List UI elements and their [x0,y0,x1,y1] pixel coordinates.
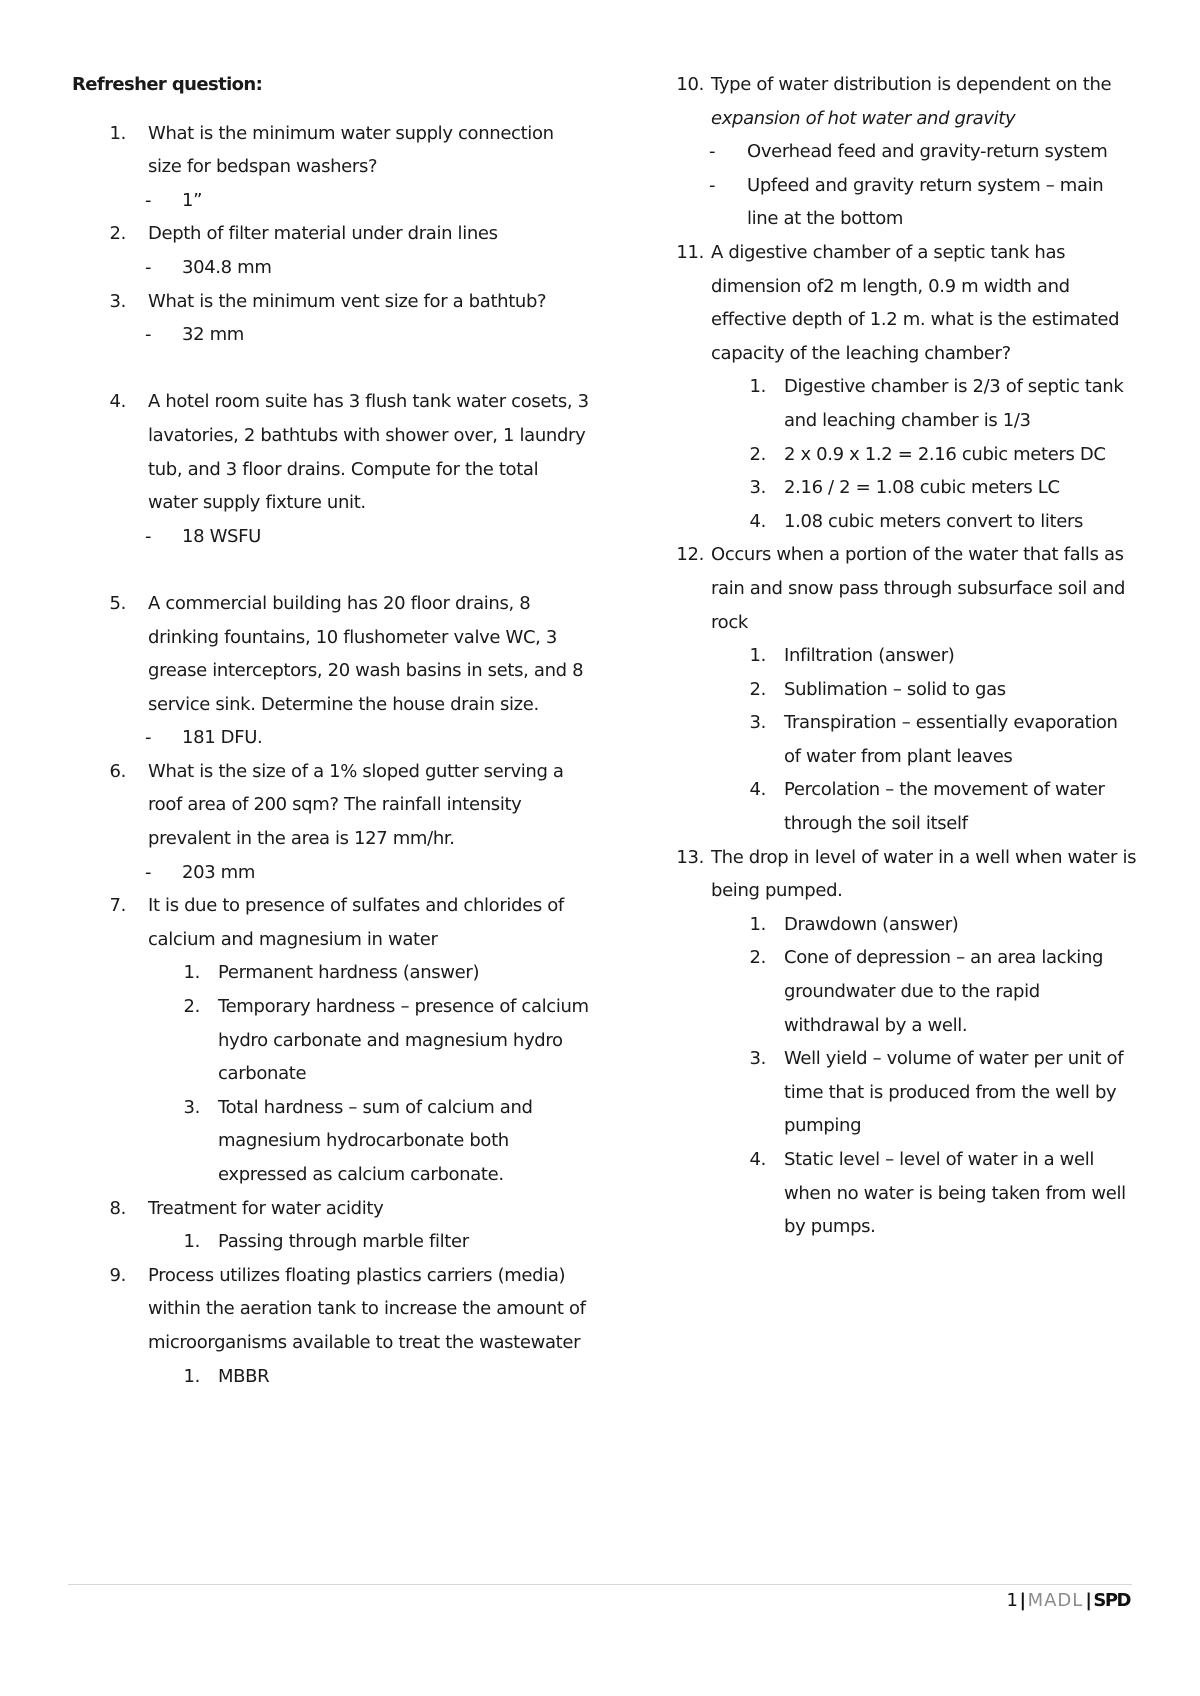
option-item [70,1225,590,1259]
option-text: Passing through marble filter [218,1231,469,1253]
question-5 [70,587,590,721]
option-number: 2. [749,678,766,700]
question-6 [70,755,590,856]
option-number: 2. [749,443,766,465]
left-column [70,68,590,1393]
option-item [668,471,1138,505]
question-number: 12. [676,544,704,566]
footer-separator: | [1019,1590,1026,1611]
question-3 [70,285,590,319]
question-number: 2. [109,223,126,245]
question-text: Depth of filter material under drain lines [148,223,498,245]
option-item [668,639,1138,673]
option-item [668,370,1138,437]
option-text: Static level – level of water in a well when no water is being taken from well by pumps. [784,1149,1126,1238]
question-number: 4. [109,391,126,413]
answer-5 [70,721,590,755]
dash-bullet: - [145,324,152,346]
question-number: 9. [109,1264,126,1286]
question-13 [668,841,1138,908]
question-number: 11. [676,241,704,263]
dash-bullet: - [145,189,152,211]
question-text: It is due to presence of sulfates and chlorides of calcium and magnesium in water [148,895,564,950]
option-text: 1.08 cubic meters convert to liters [784,510,1084,532]
answer-2 [70,251,590,285]
option-text: Temporary hardness – presence of calcium hydro carbonate and magnesium hydro carbonate [218,996,589,1085]
option-number: 4. [749,510,766,532]
option-number: 3. [749,477,766,499]
question-7 [70,889,590,956]
option-item [668,438,1138,472]
answer-text: Overhead feed and gravity-return system [747,141,1108,163]
dash-bullet: - [145,727,152,749]
option-number: 1. [749,376,766,398]
question-text: Process utilizes floating plastics carriers (media) within the aeration tank to increase the amount of microorganisms available to treat the wastewater [148,1264,586,1353]
option-text: Drawdown (answer) [784,913,959,935]
page-heading: Refresher question: [72,74,263,95]
option-number: 1. [183,1231,200,1253]
option-number: 4. [749,779,766,801]
question-number: 13. [676,846,704,868]
page-footer [1007,1590,1130,1611]
question-10 [668,68,1138,135]
answer-text: 32 mm [182,324,244,346]
option-item [668,941,1138,1042]
footer-divider [68,1584,1132,1585]
option-item [70,1091,590,1192]
question-text: What is the size of a 1% sloped gutter serving a roof area of 200 sqm? The rainfall intensity prevalent in the area is 127 mm/hr. [148,760,564,850]
option-item [70,1360,590,1394]
option-text: Percolation – the movement of water through the soil itself [784,779,1105,835]
question-text: What is the minimum vent size for a bathtub? [148,290,547,312]
question-9 [70,1259,590,1360]
option-item [668,908,1138,942]
option-text: Permanent hardness (answer) [218,962,480,984]
answer-text: 304.8 mm [182,256,272,278]
answer-text: 1” [182,189,203,211]
option-text: Digestive chamber is 2/3 of septic tank and leaching chamber is 1/3 [784,376,1124,431]
option-text: Cone of depression – an area lacking groundwater due to the rapid withdrawal by a well. [784,947,1104,1036]
question-text: A hotel room suite has 3 flush tank water cosets, 3 lavatories, 2 bathtubs with shower over, 1 laundry tub, and 3 floor drains. Compute for the total water supply fixture unit. [148,391,589,514]
dash-bullet: - [709,141,716,163]
option-text: Infiltration (answer) [784,645,955,667]
question-11 [668,236,1138,370]
option-text: Total hardness – sum of calcium and magnesium hydrocarbonate both expressed as calcium carbonate. [218,1096,533,1185]
question-number: 6. [109,760,126,782]
question-number: 7. [109,895,126,917]
question-12 [668,538,1138,639]
question-4 [70,385,590,519]
spacer [70,352,590,386]
question-text: Type of water distribution is dependent on the [711,74,1112,95]
answer-text: Upfeed and gravity return system – main line at the bottom [747,174,1104,230]
option-number: 2. [183,996,200,1018]
option-number: 3. [749,712,766,734]
question-number: 10. [676,74,704,95]
answer-4 [70,520,590,554]
answer-6 [70,856,590,890]
question-8 [70,1192,590,1226]
question-text: Treatment for water acidity [148,1197,384,1219]
dash-bullet: - [145,861,152,883]
option-text: 2.16 / 2 = 1.08 cubic meters LC [784,477,1060,499]
option-number: 3. [183,1096,200,1118]
footer-code: SPD [1093,1590,1130,1611]
question-2 [70,217,590,251]
option-text: MBBR [218,1365,270,1387]
option-item [668,706,1138,773]
dash-bullet: - [145,256,152,278]
option-text: 2 x 0.9 x 1.2 = 2.16 cubic meters DC [784,443,1106,465]
question-number: 5. [109,592,126,614]
question-text: A digestive chamber of a septic tank has dimension of2 m length, 0.9 m width and effective depth of 1.2 m. what is the estimated capacity of the leaching chamber? [711,241,1120,364]
question-text: A commercial building has 20 floor drains, 8 drinking fountains, 10 flushometer valve WC, 3 grease interceptors, 20 wash basins in sets, and 8 service sink. Determine the house drain size. [148,592,584,715]
question-1 [70,117,590,184]
question-text-italic: expansion of hot water and gravity [711,107,1016,129]
right-column [668,68,1138,1244]
option-number: 2. [749,947,766,969]
answer-1 [70,184,590,218]
answer-3 [70,318,590,352]
answer-item [668,169,1138,236]
spacer [70,553,590,587]
option-number: 1. [749,645,766,667]
question-text: The drop in level of water in a well when water is being pumped. [711,846,1137,902]
option-item [668,505,1138,539]
option-number: 3. [749,1048,766,1070]
footer-separator: | [1085,1590,1092,1611]
answer-text: 181 DFU. [182,727,263,749]
dash-bullet: - [145,525,152,547]
dash-bullet: - [709,174,716,196]
option-number: 4. [749,1149,766,1170]
option-text: Well yield – volume of water per unit of time that is produced from the well by pumping [784,1048,1124,1137]
question-text: What is the minimum water supply connection size for bedspan washers? [148,122,554,178]
option-number: 1. [183,1365,200,1387]
option-item [668,673,1138,707]
option-item [70,990,590,1091]
question-text: Occurs when a portion of the water that falls as rain and snow pass through subsurface soil and rock [711,544,1126,633]
option-number: 1. [183,962,200,984]
option-item [70,956,590,990]
option-text: Transpiration – essentially evaporation of water from plant leaves [784,712,1118,767]
option-item [668,1143,1138,1244]
page-number: 1 [1006,1590,1018,1611]
option-number: 1. [749,913,766,935]
question-number: 3. [109,290,126,312]
question-number: 8. [109,1197,126,1219]
option-item [668,1042,1138,1143]
option-item [668,773,1138,840]
answer-text: 18 WSFU [182,525,261,547]
option-text: Sublimation – solid to gas [784,678,1006,700]
answer-item [668,135,1138,169]
question-number: 1. [109,122,126,144]
author-initials: MADL [1027,1590,1084,1611]
answer-text: 203 mm [182,861,256,883]
